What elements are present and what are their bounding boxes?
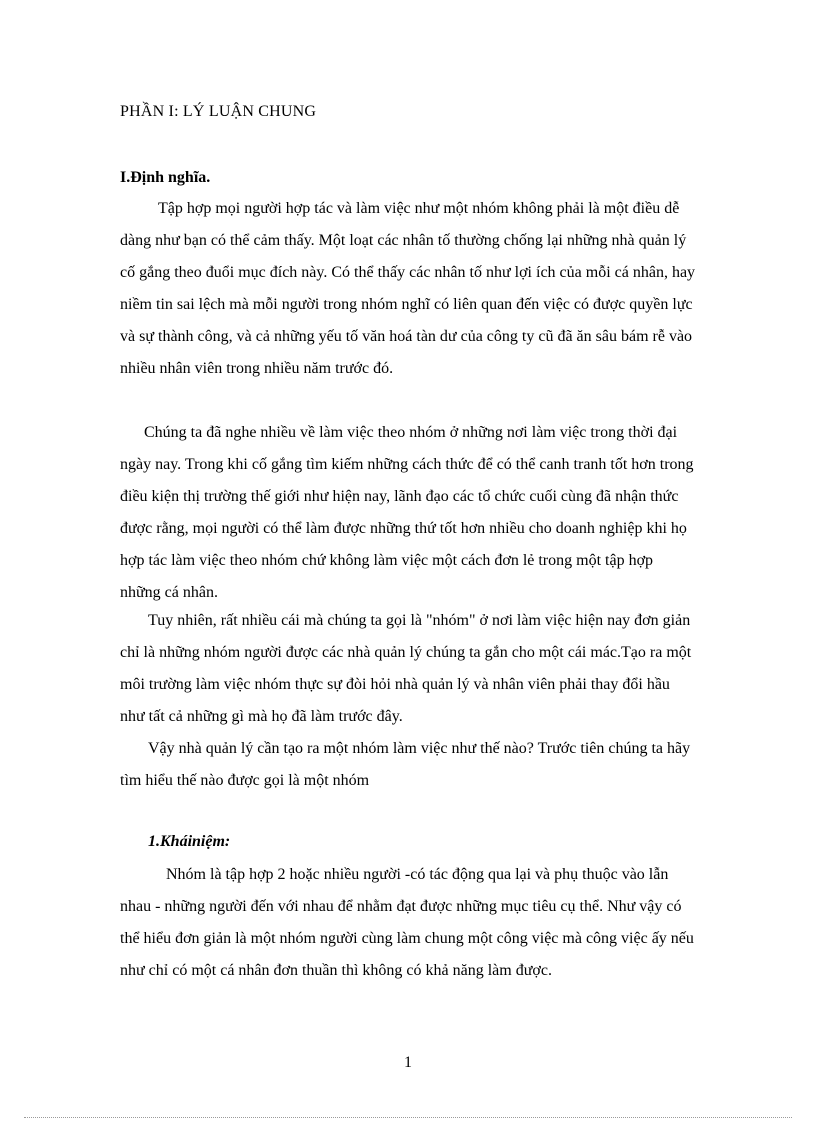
body-paragraph-1: Tập hợp mọi người hợp tác và làm việc như một nhóm không phải là một điều dễ dàng như bạn có thể cảm thấy. Một loạt các nhân tố thường chống lại những nhà quản lý cố gắng theo đuổi mục đích này. Có thể thấy các nhân tố như lợi ích của mỗi cá nhân, hay niềm tin sai lệch mà mỗi người trong nhóm nghĩ có liên quan đến việc có được quyền lực và sự thành công, và cả những yếu tố văn hoá tàn dư của công ty cũ đã ăn sâu bám rễ vào nhiều nhân viên trong nhiều năm trước đó. xyxy=(120,200,696,377)
page-number: 1 xyxy=(404,1054,412,1071)
body-paragraph-3: Tuy nhiên, rất nhiều cái mà chúng ta gọi là "nhóm" ở nơi làm việc hiện nay đơn giản chỉ là những nhóm người được các nhà quản lý chúng ta gắn cho một cái mác.Tạo ra một môi trường làm việc nhóm thực sự đòi hỏi nhà quản lý và nhân viên phải thay đổi hầu như tất cả những gì mà họ đã làm trước đây. xyxy=(120,612,692,725)
subsection-paragraph: Nhóm là tập hợp 2 hoặc nhiều người -có tác động qua lại và phụ thuộc vào lẫn nhau - những người đến với nhau để nhằm đạt được những mục tiêu cụ thể. Như vậy có thể hiểu đơn giản là một nhóm người cùng làm chung một công việc mà công việc ấy nếu như chỉ có một cá nhân đơn thuần thì không có khả năng làm được. xyxy=(120,866,694,979)
page-bottom-divider xyxy=(24,1117,792,1118)
body-paragraph-2: Chúng ta đã nghe nhiều về làm việc theo nhóm ở những nơi làm việc trong thời đại ngày nay. Trong khi cố gắng tìm kiếm những cách thức để có thể canh tranh tốt hơn trong điều kiện thị trường thế giới như hiện nay, lãnh đạo các tổ chức cuối cùng đã nhận thức được rằng, mọi người có thể làm được những thứ tốt hơn nhiều cho doanh nghiệp khi họ hợp tác làm việc theo nhóm chứ không làm việc một cách đơn lẻ trong một tập hợp những cá nhân. xyxy=(120,424,694,601)
section-title: I.Định nghĩa. xyxy=(120,169,211,186)
part-title: PHẦN I: LÝ LUẬN CHUNG xyxy=(120,103,317,120)
subsection-title: 1.Kháiniệm: xyxy=(148,833,231,850)
body-paragraph-4: Vậy nhà quản lý cần tạo ra một nhóm làm việc như thế nào? Trước tiên chúng ta hãy tìm hiểu thế nào được gọi là một nhóm xyxy=(120,740,691,789)
